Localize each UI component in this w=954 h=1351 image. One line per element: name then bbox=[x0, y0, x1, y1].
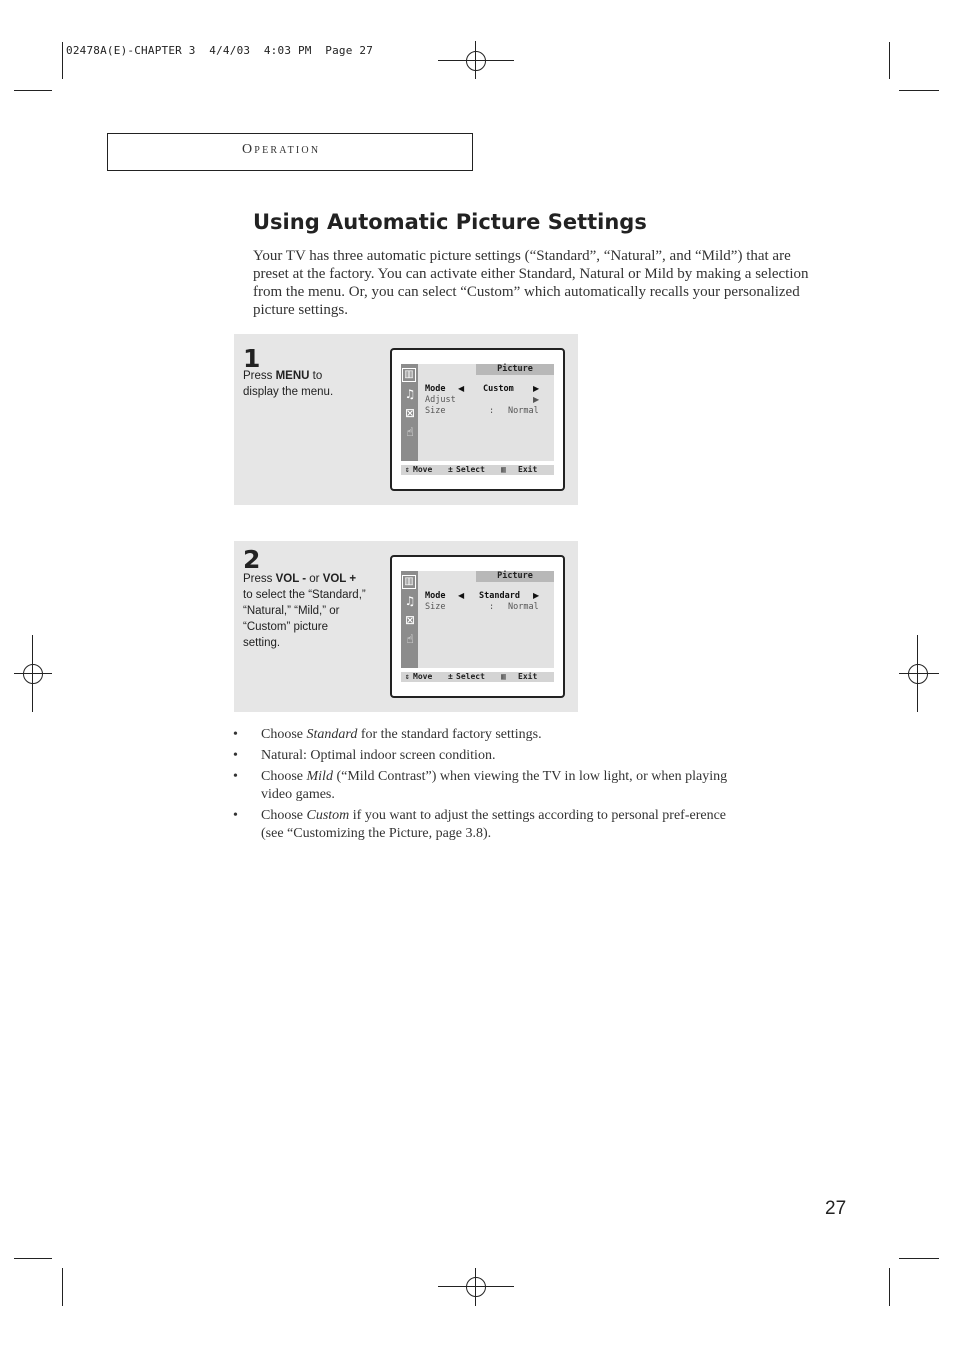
left-arrow-icon: ◀ bbox=[458, 591, 465, 600]
section-label: Operation bbox=[242, 142, 321, 157]
osd-row-mode-label: Mode bbox=[425, 384, 446, 394]
osd-footer-select: Select bbox=[456, 672, 485, 681]
picture-icon: ▥ bbox=[402, 575, 416, 589]
step-1-instruction: Press MENU to display the menu. bbox=[243, 370, 334, 398]
menu-icon: ▥ bbox=[501, 672, 506, 681]
osd-row-size-value: Normal bbox=[508, 602, 539, 612]
channel-icon: ⊠ bbox=[404, 406, 416, 420]
osd-screen-1 bbox=[390, 348, 565, 491]
setup-icon: ☝ bbox=[406, 425, 414, 439]
page-title: Using Automatic Picture Settings bbox=[253, 210, 647, 234]
intro-paragraph: Your TV has three automatic picture settings (“Standard”, “Natural”, and “Mild”) that are preset at the factory. You can activate either Standard, Natural or Mild by making a selection from the menu. Or, you can select “Custom” which automatically recalls your personalized picture settings. bbox=[253, 248, 809, 318]
bullet-item: • Choose Custom if you want to adjust the settings according to personal pref-erence (see “Customizing the Picture, page 3.8). bbox=[233, 808, 727, 841]
osd-footer bbox=[401, 465, 554, 475]
osd-icon-strip bbox=[401, 364, 418, 461]
up-down-icon: ⇕ bbox=[405, 465, 410, 474]
bullet-symbol: • bbox=[233, 769, 238, 784]
osd-footer bbox=[401, 672, 554, 682]
osd-footer-exit: Exit bbox=[518, 672, 538, 681]
vol-plus-key: VOL + bbox=[322, 573, 357, 585]
bullet-item: • Choose Standard for the standard factory settings. bbox=[233, 727, 542, 742]
osd-footer-exit: Exit bbox=[518, 465, 538, 474]
bullet-item: • Natural: Optimal indoor screen condition. bbox=[233, 748, 496, 763]
plus-minus-icon: ± bbox=[448, 465, 453, 474]
osd-row-mode-label: Mode bbox=[425, 591, 446, 601]
menu-key: MENU bbox=[275, 370, 310, 382]
bullet-symbol: • bbox=[233, 727, 238, 742]
picture-icon: ▥ bbox=[402, 368, 416, 382]
osd-menu-title: Picture bbox=[476, 571, 554, 582]
osd-footer-select: Select bbox=[456, 465, 485, 474]
setup-icon: ☝ bbox=[406, 632, 414, 646]
bullet-item: • Choose Mild (“Mild Contrast”) when viewing the TV in low light, or when playing video games. bbox=[233, 769, 728, 802]
osd-row-adjust-label: Adjust bbox=[425, 395, 456, 405]
page-number: 27 bbox=[825, 1198, 847, 1219]
step-2-instruction: Press VOL - or VOL + to select the “Standard,” “Natural,” “Mild,” or “Custom” picture setting. bbox=[243, 573, 366, 649]
osd-row-mode-value: Standard bbox=[479, 591, 520, 601]
osd-row-size-label: Size bbox=[425, 602, 446, 612]
osd-icon-strip bbox=[401, 571, 418, 668]
step-2-panel bbox=[234, 541, 578, 712]
osd-footer-move: Move bbox=[413, 465, 433, 474]
osd-row-size-sep: : bbox=[489, 602, 495, 612]
up-down-icon: ⇕ bbox=[405, 672, 410, 681]
osd-menu-title: Picture bbox=[476, 364, 554, 375]
plus-minus-icon: ± bbox=[448, 672, 453, 681]
sound-icon: ♫ bbox=[404, 387, 416, 401]
menu-icon: ▥ bbox=[501, 465, 506, 474]
print-slug: 02478A(E)-CHAPTER 3 4/4/03 4:03 PM Page 27 bbox=[66, 44, 374, 57]
osd-row-size-value: Normal bbox=[508, 406, 539, 416]
step-1-number: 1 bbox=[243, 344, 261, 373]
bullet-symbol: • bbox=[233, 808, 238, 823]
vol-minus-key: VOL - bbox=[275, 573, 307, 585]
osd-row-mode-value: Custom bbox=[483, 384, 514, 394]
osd-menu-body bbox=[418, 571, 554, 668]
osd-row-size-label: Size bbox=[425, 406, 446, 416]
channel-icon: ⊠ bbox=[404, 613, 416, 627]
osd-menu-body bbox=[418, 364, 554, 461]
step-2-number: 2 bbox=[243, 545, 261, 574]
bullet-list bbox=[233, 726, 733, 846]
right-arrow-icon: ▶ bbox=[533, 395, 540, 404]
left-arrow-icon: ◀ bbox=[458, 384, 465, 393]
osd-footer-move: Move bbox=[413, 672, 433, 681]
osd-row-size-sep: : bbox=[489, 406, 495, 416]
step-1-panel bbox=[234, 334, 578, 505]
bullet-symbol: • bbox=[233, 748, 238, 763]
osd-screen-2 bbox=[390, 555, 565, 698]
right-arrow-icon: ▶ bbox=[533, 384, 540, 393]
right-arrow-icon: ▶ bbox=[533, 591, 540, 600]
sound-icon: ♫ bbox=[404, 594, 416, 608]
